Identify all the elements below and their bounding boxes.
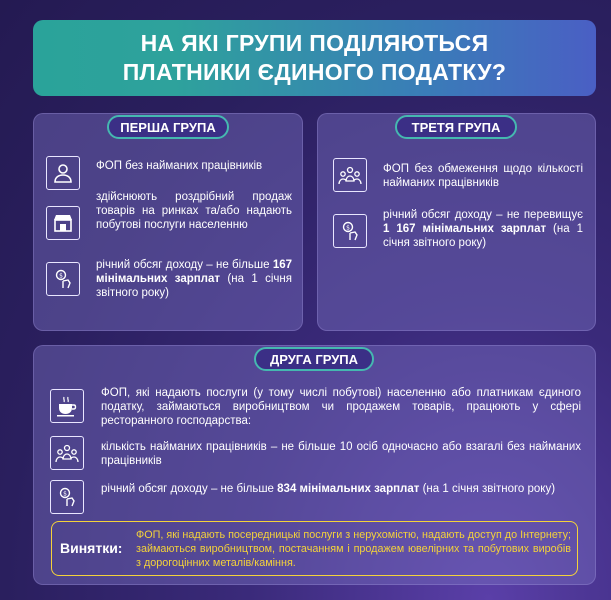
group2-item-2: кількість найманих працівників – не більше 10 осіб одночасно або взагалі без найманих працівників [101, 441, 581, 467]
group3-item-2-note: (на 1 січня звітного року) [383, 223, 583, 249]
group1-item-1: ФОП без найманих працівників [96, 160, 263, 172]
group1-item-3 [96, 258, 292, 300]
group2-label: ДРУГА ГРУПА [254, 347, 374, 371]
group3-item-2-bold: 1 167 мінімальних зарплат [383, 223, 547, 235]
group3-item-2 [383, 208, 583, 250]
group1-label: ПЕРША ГРУПА [107, 115, 229, 139]
group1-item-3-text: річний обсяг доходу – не більше [96, 259, 273, 271]
group1-item-2: здійснюють роздрібний продаж товарів на ринках та/або надають побутові послуги населенню [96, 191, 292, 231]
group3-item-1: ФОП без обмеження щодо кількості найманих працівників [383, 163, 583, 189]
svg-text:$: $ [59, 272, 63, 280]
exceptions-text: ФОП, які надають посередницькі послуги з нерухомістю, надають доступ до Інтернету; займаються виробництвом, постачанням і продажем ювелірних та побутових виробів з дорогоцінних металів/каміння. [136, 529, 571, 569]
group1-item-3-note: (на 1 січня звітного року) [96, 273, 293, 299]
group3-item-2-text: річний обсяг доходу – не перевищує [383, 209, 583, 221]
exceptions-box [51, 521, 578, 576]
hand-coin-icon [50, 480, 84, 514]
group2-item-3-bold: 834 мінімальних зарплат [277, 483, 420, 495]
hand-coin-icon [46, 262, 80, 296]
people-group-icon [50, 436, 84, 470]
title-banner [33, 20, 596, 96]
hand-coin-icon [333, 214, 367, 248]
page-title: НА ЯКІ ГРУПИ ПОДІЛЯЮТЬСЯ ПЛАТНИКИ ЄДИНОГО ПОДАТКУ? [122, 30, 507, 85]
group2-item-3 [101, 482, 581, 496]
market-stall-icon [46, 206, 80, 240]
group2-item-3-text: річний обсяг доходу – не більше [101, 483, 278, 495]
svg-text:$: $ [346, 224, 350, 232]
group2-item-3-note: (на 1 січня звітного року) [419, 483, 556, 495]
group1-item-3-bold: 167 мінімальних зарплат [96, 259, 292, 285]
coffee-cup-icon [50, 389, 84, 423]
svg-text:$: $ [63, 490, 67, 498]
exceptions-label: Винятки: [60, 540, 123, 556]
person-icon [46, 156, 80, 190]
people-group-icon [333, 158, 367, 192]
group2-item-1: ФОП, які надають послуги (у тому числі побутові) населенню або платникам єдиного податку, займаються виробництвом чи продажем товарів, працюють у сфері ресторанного господарства: [101, 387, 581, 427]
group3-label: ТРЕТЯ ГРУПА [395, 115, 517, 139]
